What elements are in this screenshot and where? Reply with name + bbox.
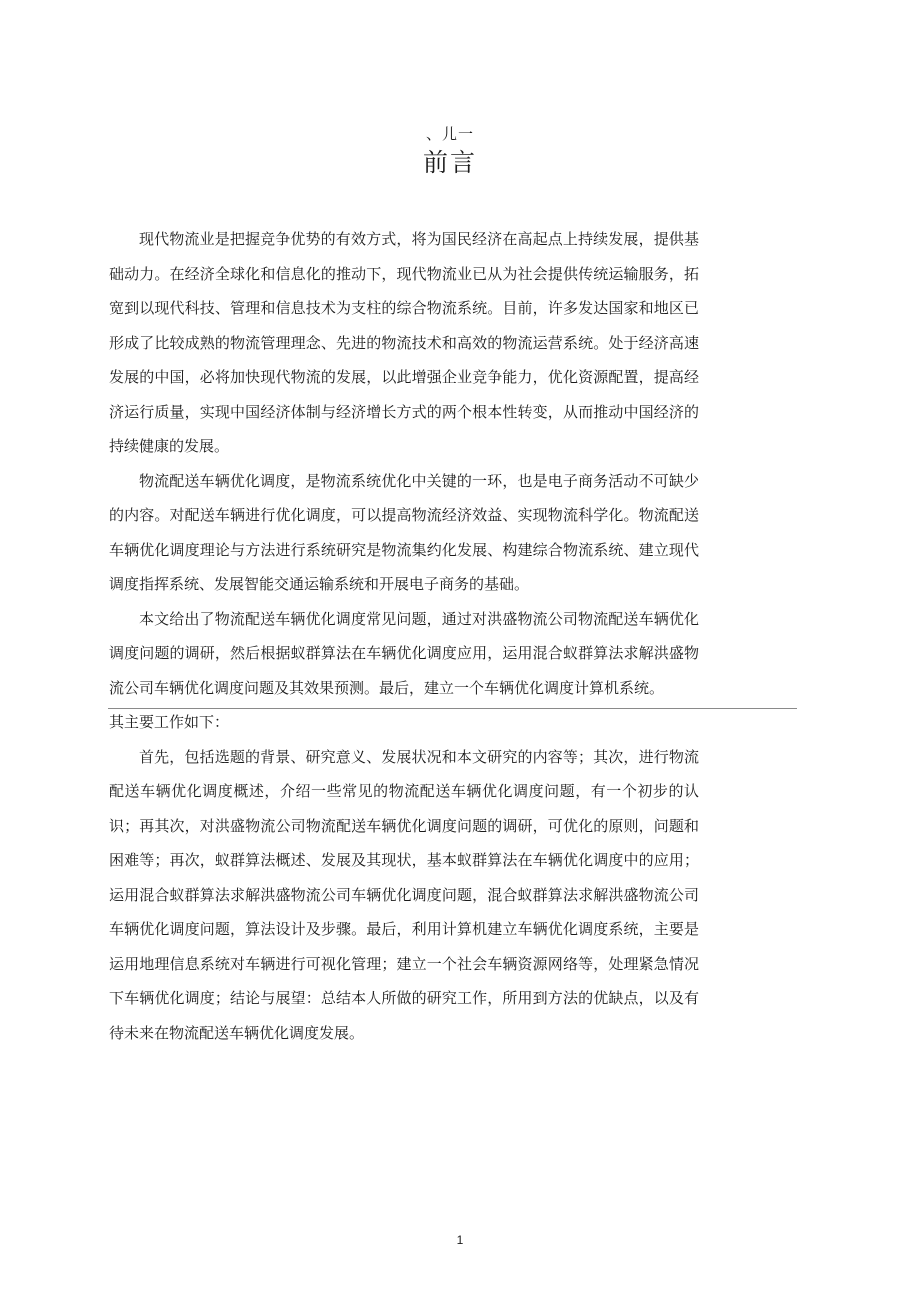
header-fragment: 、儿一 xyxy=(425,125,474,143)
page-title: 前言 xyxy=(422,148,477,177)
page-number: 1 xyxy=(456,1233,464,1247)
horizontal-rule xyxy=(108,708,797,709)
document-body xyxy=(109,222,699,1050)
paragraph-paper-summary: 本文给出了物流配送车辆优化调度常见问题，通过对洪盛物流公司物流配送车辆优化调度问题的调研，然后根据蚁群算法在车辆优化调度应用，运用混合蚁群算法求解洪盛物流公司车辆优化调度问题及其效果预测。最后，建立一个车辆优化调度计算机系统。 xyxy=(109,609,699,697)
paragraph-main-work-heading: 其主要工作如下： xyxy=(109,713,230,731)
paragraph-vehicle-scheduling: 物流配送车辆优化调度，是物流系统优化中关键的一环，也是电子商务活动不可缺少的内容。对配送车辆进行优化调度，可以提高物流经济效益、实现物流科学化。物流配送车辆优化调度理论与方法进行系统研究是物流集约化发展、构建综合物流系统、建立现代调度指挥系统、发展智能交通运输系统和开展电子商务的基础。 xyxy=(109,471,699,593)
paragraph-main-work: 首先，包括选题的背景、研究意义、发展状况和本文研究的内容等；其次，进行物流配送车辆优化调度概述，介绍一些常见的物流配送车辆优化调度问题，有一个初步的认识；再其次，对洪盛物流公司物流配送车辆优化调度问题的调研，可优化的原则，问题和困难等；再次，蚁群算法概述、发展及其现状，基本蚁群算法在车辆优化调度中的应用；运用混合蚁群算法求解洪盛物流公司车辆优化调度问题，混合蚁群算法求解洪盛物流公司车辆优化调度问题，算法设计及步骤。最后，利用计算机建立车辆优化调度系统，主要是运用地理信息系统对车辆进行可视化管理；建立一个社会车辆资源网络等，处理紧急情况下车辆优化调度；结论与展望：总结本人所做的研究工作，所用到方法的优缺点，以及有待未来在物流配送车辆优化调度发展。 xyxy=(109,747,699,1042)
paragraph-intro: 现代物流业是把握竞争优势的有效方式，将为国民经济在高起点上持续发展，提供基础动力。在经济全球化和信息化的推动下，现代物流业已从为社会提供传统运输服务，拓宽到以现代科技、管理和信息技术为支柱的综合物流系统。目前，许多发达国家和地区已形成了比较成熟的物流管理理念、先进的物流技术和高效的物流运营系统。处于经济高速发展的中国，必将加快现代物流的发展，以此增强企业竞争能力，优化资源配置，提高经济运行质量，实现中国经济体制与经济增长方式的两个根本性转变，从而推动中国经济的持续健康的发展。 xyxy=(109,230,699,455)
